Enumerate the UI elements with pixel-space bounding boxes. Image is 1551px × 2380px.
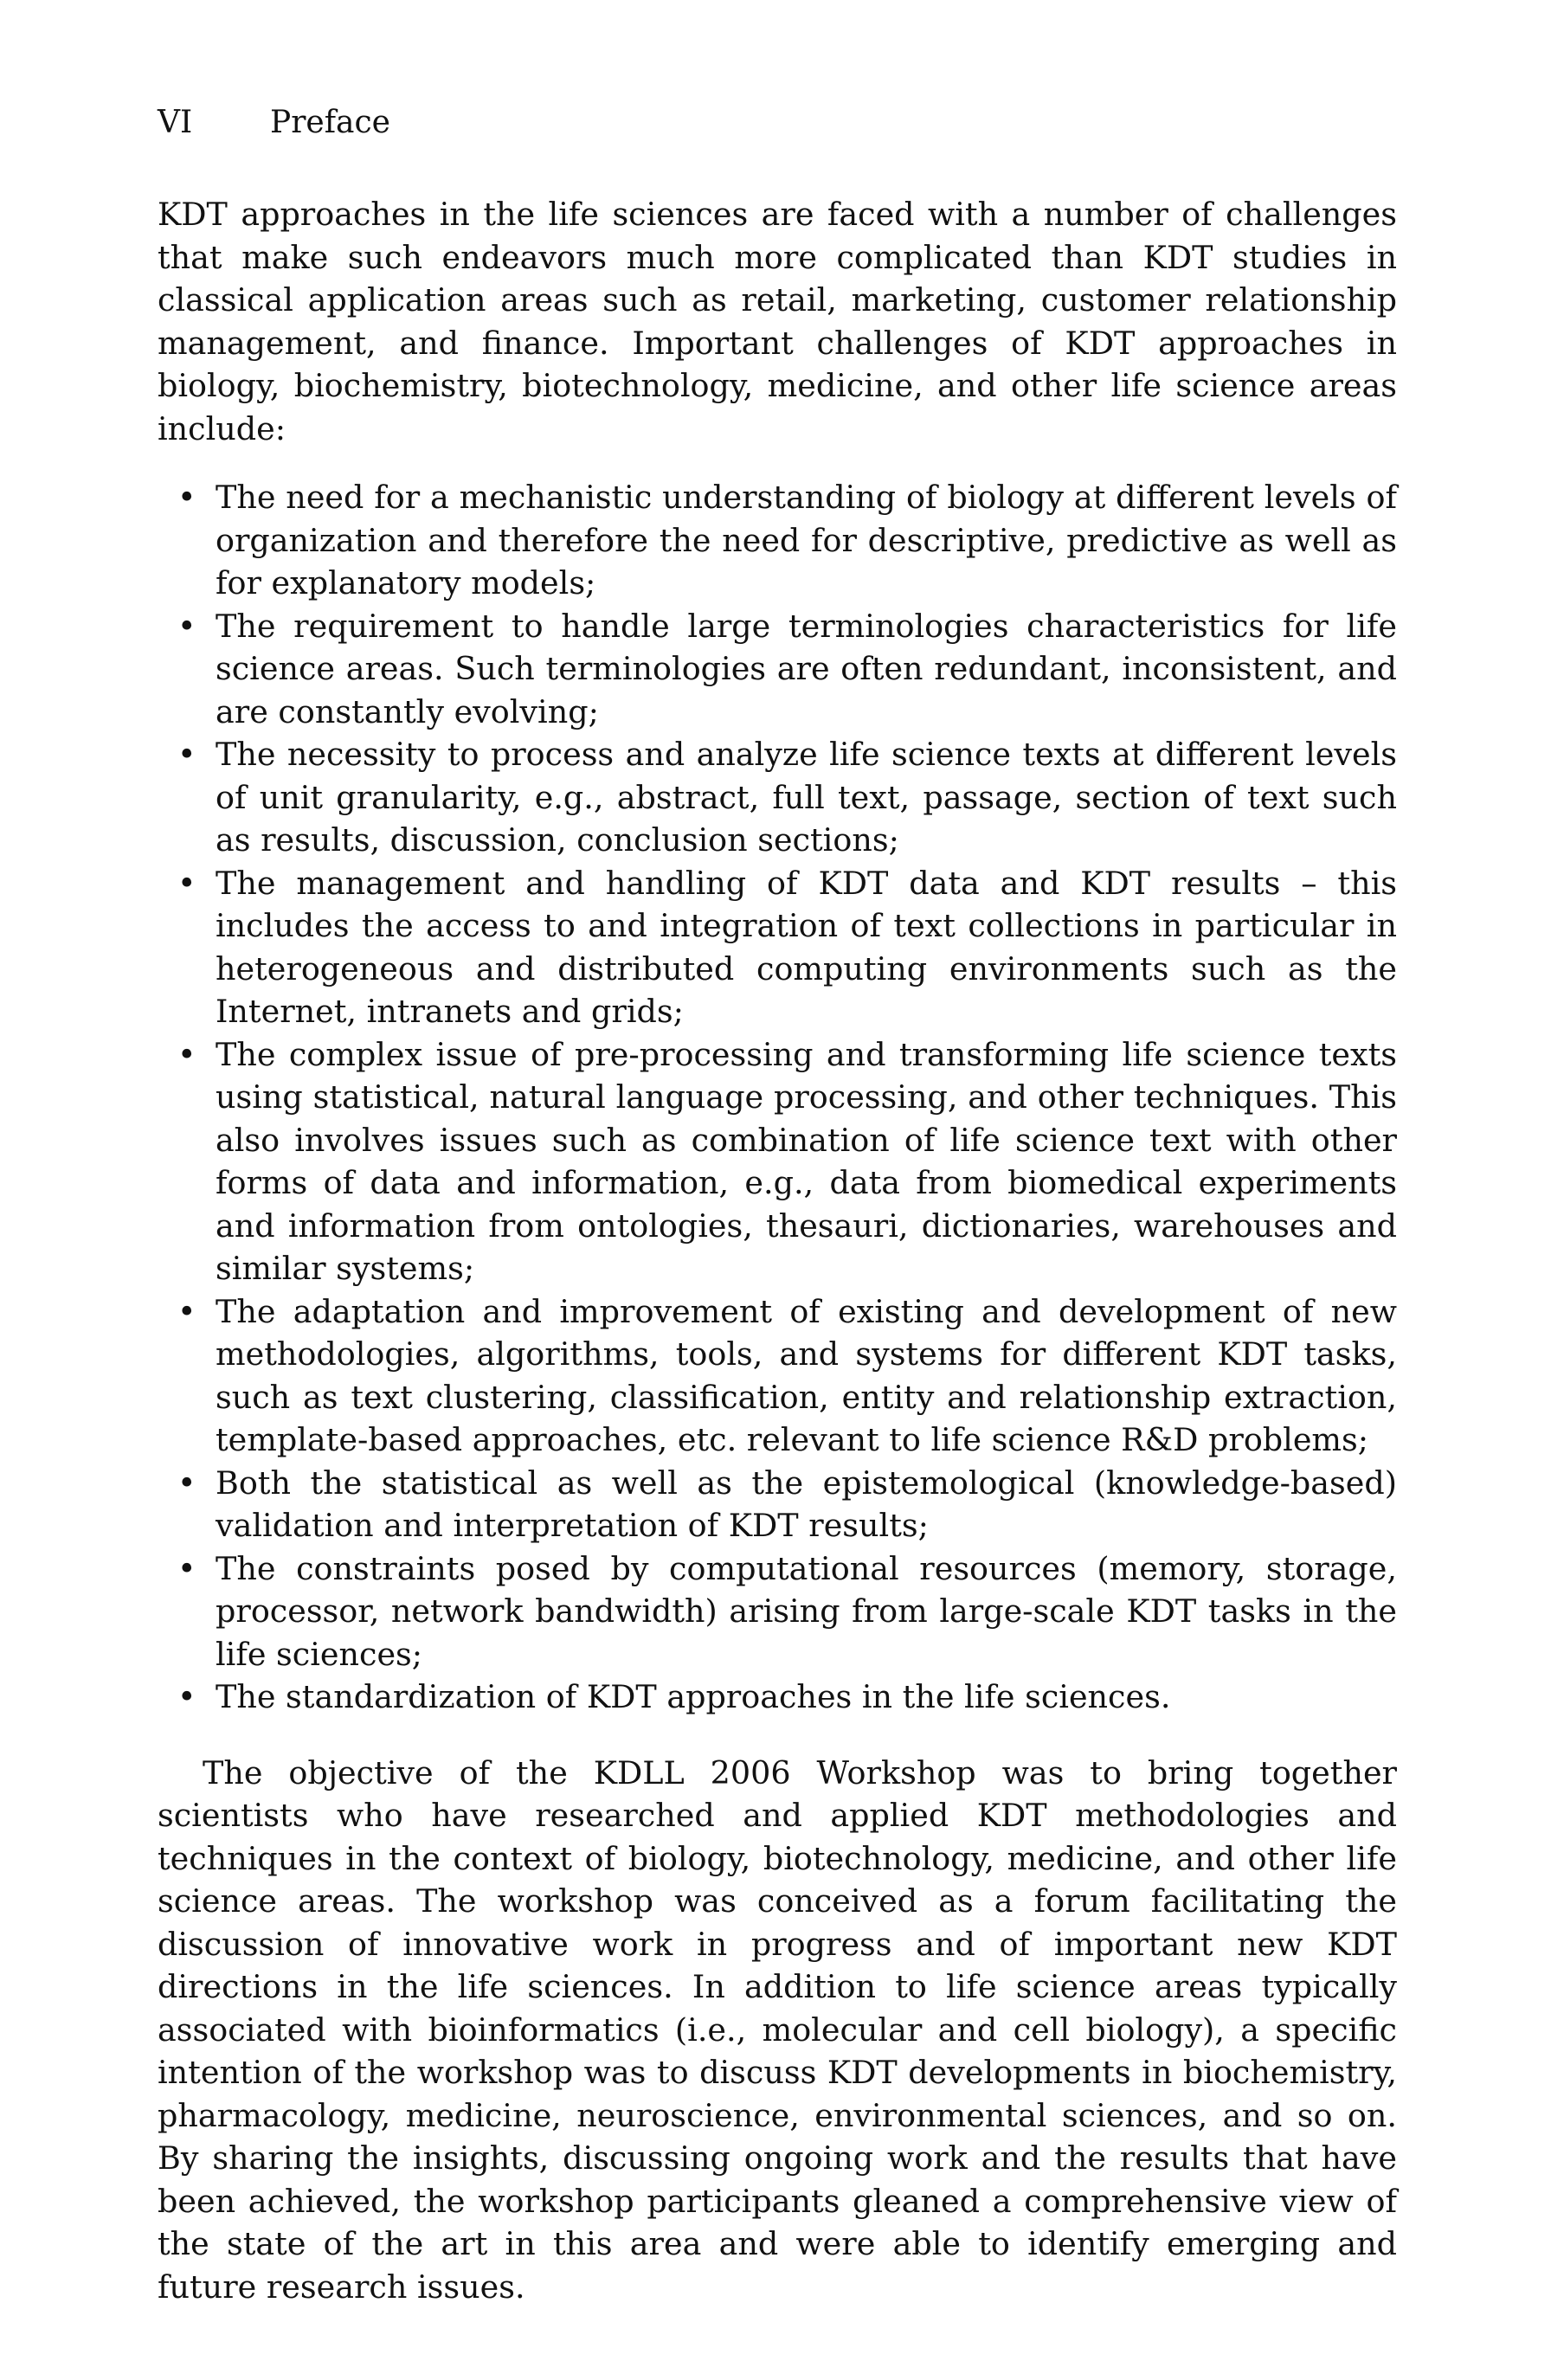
list-item-text: The management and handling of KDT data and KDT results – this includes the access to and integration of text collections in particular in heterogeneous and distributed computing environments such as the Internet, intranets and grids; [216, 864, 1397, 1030]
list-item-text: The standardization of KDT approaches in the life sciences. [216, 1678, 1171, 1715]
page-number: VI [158, 105, 193, 140]
bullet-icon: • [177, 1678, 196, 1715]
list-item-text: The necessity to process and analyze life science texts at different levels of unit granularity, e.g., abstract, full text, passage, section of text such as results, discussion, conclusion sections; [216, 736, 1397, 859]
section-title: Preface [270, 105, 390, 140]
list-item [158, 476, 1397, 605]
objective-paragraph: The objective of the KDLL 2006 Workshop was to bring together scientists who have researched and applied KDT methodologies and techniques in the context of biology, biotechnology, medicine, and other life science areas. The workshop was conceived as a forum facilitating the discussion of innovative work in progress and of important new KDT directions in the life sciences. In addition to life science areas typically associated with bioinformatics (i.e., molecular and cell biology), a specific intention of the workshop was to discuss KDT developments in biochemistry, pharmacology, medicine, neuroscience, environmental sciences, and so on. By sharing the insights, discussing ongoing work and the results that have been achieved, the workshop participants gleaned a comprehensive view of the state of the art in this area and were able to identify emerging and future research issues. [158, 1753, 1397, 2306]
list-item-text: The complex issue of pre-processing and transforming life science texts using statistical, natural language processing, and other techniques. This also involves issues such as combination of life science text with other forms of data and information, e.g., data from biomedical experiments and information from ontologies, thesauri, dictionaries, warehouses and similar systems; [216, 1035, 1397, 1287]
bullet-icon: • [177, 607, 196, 645]
list-item-text: The need for a mechanistic understanding of biology at different levels of organization and therefore the need for descriptive, predictive as well as for explanatory models; [216, 479, 1397, 601]
list-item [158, 733, 1397, 862]
bullet-icon: • [177, 479, 196, 516]
running-head [158, 102, 1397, 144]
bullet-icon: • [177, 1549, 196, 1587]
list-item-text: The requirement to handle large terminologies characteristics for life science areas. Such terminologies are often redundant, inconsistent, and are constantly evolving; [216, 607, 1397, 730]
bullet-icon: • [177, 864, 196, 902]
list-item [158, 1033, 1397, 1290]
bullet-icon: • [177, 736, 196, 773]
list-item-text: The adaptation and improvement of existing and development of new methodologies, algorithms, tools, and systems for different KDT tasks, such as text clustering, classification, entity and relationship extraction, template-based approaches, etc. relevant to life science R&D problems; [216, 1292, 1397, 1458]
bullet-icon: • [177, 1035, 196, 1073]
list-item [158, 1462, 1397, 1547]
list-item [158, 1547, 1397, 1676]
list-item [158, 1290, 1397, 1462]
bullet-icon: • [177, 1463, 196, 1502]
list-item [158, 605, 1397, 734]
list-item [158, 862, 1397, 1033]
list-item-text: Both the statistical as well as the epistemological (knowledge-based) validation and interpretation of KDT results; [216, 1463, 1397, 1544]
book-page [158, 102, 1397, 2308]
challenges-list [158, 476, 1397, 1719]
list-item-text: The constraints posed by computational resources (memory, storage, processor, network bandwidth) arising from large-scale KDT tasks in the life sciences; [216, 1549, 1397, 1673]
intro-paragraph: KDT approaches in the life sciences are faced with a number of challenges that make such endeavors much more complicated than KDT studies in classical application areas such as retail, marketing, customer relationship management, and finance. Important challenges of KDT approaches in biology, biochemistry, biotechnology, medicine, and other life science areas include: [158, 196, 1397, 447]
list-item [158, 1676, 1397, 1719]
bullet-icon: • [177, 1292, 196, 1330]
